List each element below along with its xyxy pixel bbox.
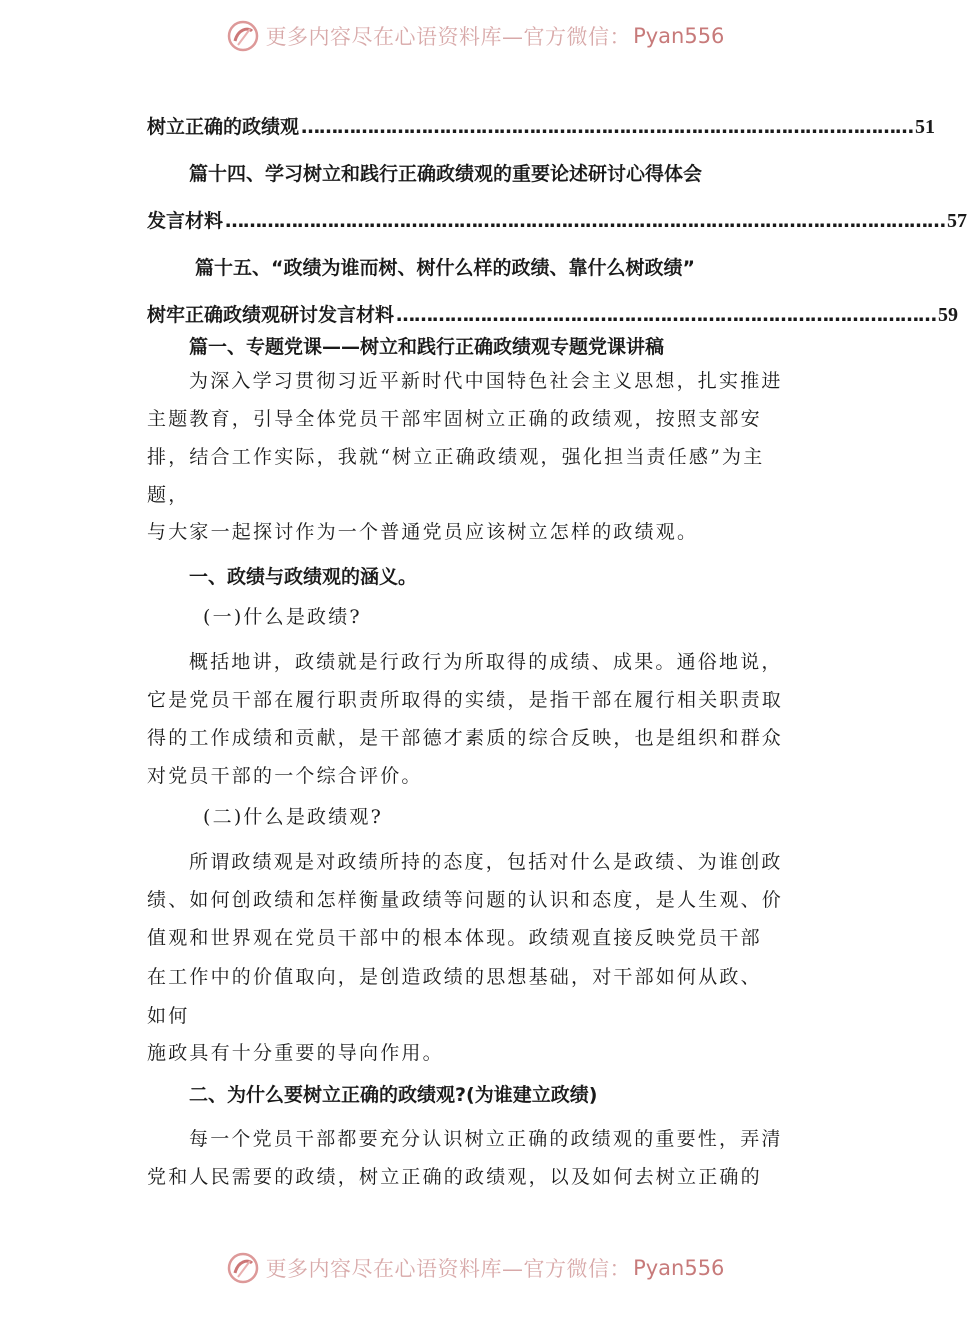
toc-entry[interactable] — [147, 112, 936, 139]
subsection-heading: (二)什么是政绩观? — [203, 806, 384, 828]
toc-page-number: 57 — [947, 210, 967, 232]
paragraph-line: 值观和世界观在党员干部中的根本体现。政绩观直接反映党员干部 — [147, 927, 762, 949]
banner-text: 更多内容尽在心语资料库—官方微信： — [265, 1257, 632, 1281]
paragraph-line: 如何 — [147, 1005, 190, 1027]
banner-wechat-handle: Pyan556 — [633, 1256, 725, 1280]
banner-wechat-handle: Pyan556 — [633, 24, 725, 48]
section-heading: 二、为什么要树立正确的政绩观?(为谁建立政绩) — [189, 1084, 598, 1106]
toc-entry[interactable] — [147, 300, 959, 327]
toc-entry-title: 树立正确的政绩观 — [147, 116, 300, 138]
paragraph-line: 绩、如何创政绩和怎样衡量政绩等问题的认识和态度，是人生观、价 — [147, 889, 784, 911]
paragraph-line: 在工作中的价值取向，是创造政绩的思想基础，对干部如何从政、 — [147, 966, 762, 988]
paragraph-line: 党和人民需要的政绩，树立正确的政绩观，以及如何去树立正确的 — [147, 1166, 762, 1188]
toc-page-number: 51 — [915, 116, 936, 138]
paragraph-line: 题， — [147, 484, 190, 506]
paragraph-line: 得的工作成绩和贡献，是干部德才素质的综合反映，也是组织和群众 — [147, 727, 784, 749]
watermark-banner-top — [0, 14, 950, 58]
paragraph-line: 主题教育，引导全体党员干部牢固树立正确的政绩观，按照支部安 — [147, 408, 762, 430]
banner-text: 更多内容尽在心语资料库—官方微信： — [265, 25, 632, 49]
paragraph-line: 为深入学习贯彻习近平新时代中国特色社会主义思想，扎实推进 — [189, 370, 783, 392]
paragraph-line: 它是党员干部在履行职责所取得的实绩，是指干部在履行相关职责取 — [147, 689, 784, 711]
subsection-heading: (一)什么是政绩? — [203, 606, 362, 628]
toc-leader-dots: ……………………………………………………………………………… — [396, 304, 937, 326]
brand-logo-icon — [226, 19, 260, 53]
toc-entry-title: 树牢正确政绩观研讨发言材料 — [147, 304, 395, 326]
toc-leader-dots: ………………………………………………………………………………………… — [301, 116, 914, 138]
paragraph-line: 对党员干部的一个综合评价。 — [147, 765, 423, 787]
article-title: 篇一、专题党课——树立和践行正确政绩观专题党课讲稿 — [189, 336, 665, 358]
toc-entry-heading[interactable]: 篇十四、学习树立和践行正确政绩观的重要论述研讨心得体会 — [189, 163, 703, 185]
paragraph-line: 与大家一起探讨作为一个普通党员应该树立怎样的政绩观。 — [147, 521, 699, 543]
toc-entry-heading[interactable]: 篇十五、“政绩为谁而树、树什么样的政绩、靠什么树政绩” — [195, 257, 695, 279]
toc-leader-dots: ………………………………………………………………………………………………………… — [225, 210, 946, 232]
paragraph-line: 施政具有十分重要的导向作用。 — [147, 1042, 444, 1064]
paragraph-line: 每一个党员干部都要充分认识树立正确的政绩观的重要性，弄清 — [189, 1128, 783, 1150]
toc-entry[interactable] — [147, 206, 967, 233]
section-heading: 一、政绩与政绩观的涵义。 — [189, 566, 418, 588]
brand-logo-icon — [226, 1251, 260, 1285]
toc-entry-title: 发言材料 — [147, 210, 224, 232]
watermark-banner-bottom — [0, 1246, 950, 1290]
toc-page-number: 59 — [938, 304, 959, 326]
paragraph-line: 排，结合工作实际，我就“树立正确政绩观，强化担当责任感”为主 — [147, 446, 765, 468]
paragraph-line: 所谓政绩观是对政绩所持的态度，包括对什么是政绩、为谁创政 — [189, 851, 783, 873]
paragraph-line: 概括地讲，政绩就是行政行为所取得的成绩、成果。通俗地说， — [189, 651, 783, 673]
